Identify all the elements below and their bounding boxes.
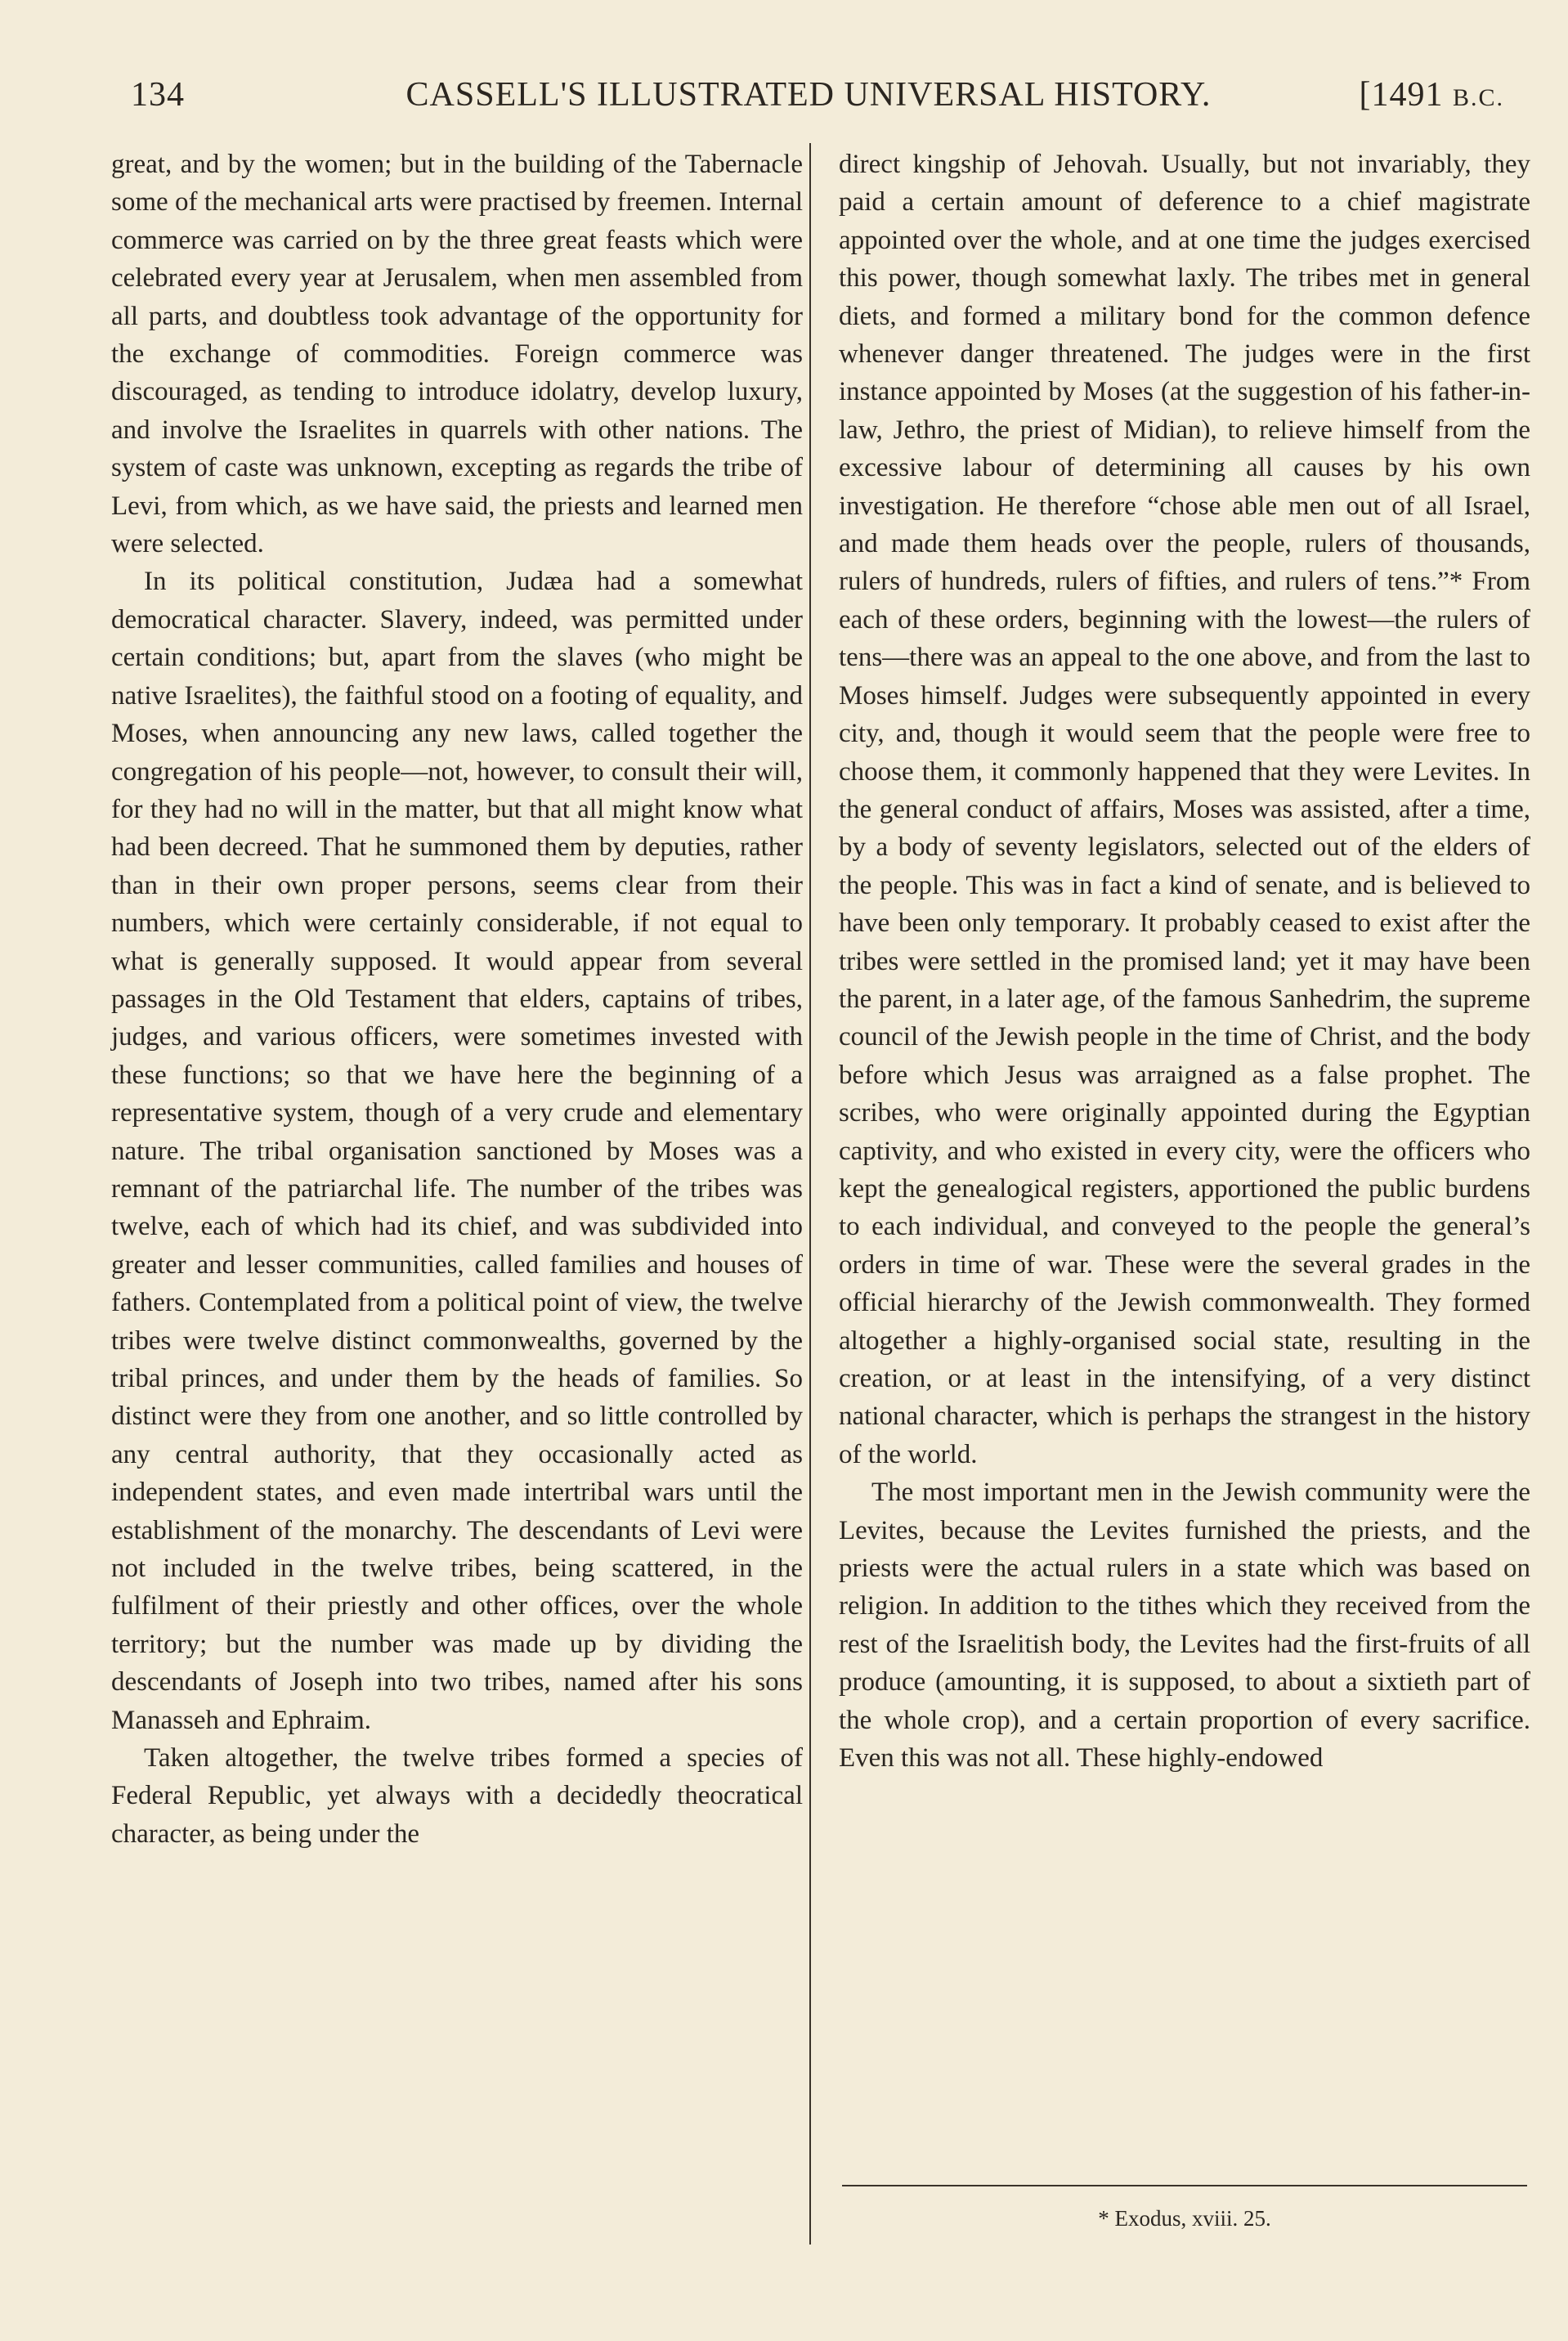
- date-year: [1491: [1359, 76, 1444, 114]
- paragraph: great, and by the women; but in the building of the Tabernacle some of the mechanical arts were practised by freemen. Internal commerce was carried on by the three great feasts which were celebrated every year at Jerusalem, when men assembled from all parts, and doubtless took advantage of the opportunity for the exchange of commodities. Foreign commerce was discouraged, as tending to introduce idolatry, develop luxury, and involve the Israelites in quarrels with other nations. The system of caste was unknown, excepting as regards the tribe of Levi, from which, as we have said, the priests and learned men were selected.: [111, 150, 803, 559]
- footnote-rule: [842, 2185, 1527, 2186]
- left-column: [111, 146, 803, 1853]
- paragraph: direct kingship of Jehovah. Usually, but not invariably, they paid a certain amount of deference to a chief magistrate appointed over the whole, and at one time the judges exercised this power, though somewhat laxly. The tribes met in general diets, and formed a military bond for the common defence whenever danger threatened. The judges were in the first instance appointed by Moses (at the suggestion of his father-in-law, Jethro, the priest of Midian), to relieve himself from the excessive labour of determining all causes by his own investigation. He therefore “chose able men out of all Israel, and made them heads over the people, rulers of thousands, rulers of hundreds, rulers of fifties, and rulers of tens.”* From each of these orders, beginning with the lowest—the rulers of tens—there was an appeal to the one above, and from the last to Moses himself. Judges were subsequently appointed in every city, and, though it would seem that the people were free to choose them, it commonly happened that they were Levites. In the general conduct of affairs, Moses was assisted, after a time, by a body of seventy legislators, selected out of the elders of the people. This was in fact a kind of senate, and is believed to have been only temporary. It probably ceased to exist after the tribes were settled in the promised land; yet it may have been the parent, in a later age, of the famous Sanhedrim, the supreme council of the Jewish people in the time of Christ, and the body before which Jesus was arraigned as a false prophet. The scribes, who were originally appointed during the Egyptian captivity, and who existed in every city, were the officers who kept the genealogical registers, apportioned the public burdens to each individual, and conveyed to the people the general’s orders in time of war. These were the several grades in the official hierarchy of the Jewish commonwealth. They formed altogether a highly-organised social state, resulting in the creation, or at least in the intensifying, of a very distinct national character, which is perhaps the strangest in the history of the world.: [839, 150, 1530, 1469]
- paragraph: In its political constitution, Judæa had a somewhat democratical character. Slavery, indeed, was permitted under certain conditions; but, apart from the slaves (who might be native Israelites), the faithful stood on a footing of equality, and Moses, when announcing any new laws, called together the congregation of his people—not, however, to consult their will, for they had no will in the matter, but that all might know what had been decreed. That he summoned them by deputies, rather than in their own proper persons, seems clear from their numbers, which were certainly considerable, if not equal to what is generally supposed. It would appear from several passages in the Old Testament that elders, captains of tribes, judges, and various officers, were sometimes invested with these functions; so that we have here the beginning of a representative system, though of a very crude and elementary nature. The tribal organisation sanctioned by Moses was a remnant of the patriarchal life. The number of the tribes was twelve, each of which had its chief, and was subdivided into greater and lesser communities, called families and houses of fathers. Contemplated from a political point of view, the twelve tribes were twelve distinct commonwealths, governed by the tribal princes, and under them by the heads of families. So distinct were they from one another, and so little controlled by any central authority, that they occasionally acted as independent states, and even made intertribal wars until the establishment of the monarchy. The descendants of Levi were not included in the twelve tribes, being scattered, in the fulfilment of their priestly and other offices, over the whole territory; but the number was made up by dividing the descendants of Joseph into two tribes, named after his sons Manasseh and Ephraim.: [111, 567, 803, 1735]
- running-date: [1359, 75, 1504, 114]
- page-number: 134: [131, 76, 185, 114]
- right-column: [839, 146, 1530, 1777]
- date-era: B.C.: [1452, 84, 1504, 111]
- paragraph: Taken altogether, the twelve tribes formed a species of Federal Republic, yet always with a decidedly theocratical character, as being under the: [111, 1743, 803, 1849]
- column-divider: [809, 143, 811, 2245]
- running-head: [106, 75, 1511, 124]
- footnote: * Exodus, xviii. 25.: [1098, 2206, 1271, 2231]
- paragraph: The most important men in the Jewish community were the Levites, because the Levites furnished the priests, and the priests were the actual rulers in a state which was based on religion. In addition to the tithes which they received from the rest of the Israelitish body, the Levites had the first-fruits of all produce (amounting, it is supposed, to about a sixtieth part of the whole crop), and a certain proportion of every sacrifice. Even this was not all. These highly-endowed: [839, 1478, 1530, 1774]
- running-title: CASSELL'S ILLUSTRATED UNIVERSAL HISTORY.: [405, 76, 1212, 114]
